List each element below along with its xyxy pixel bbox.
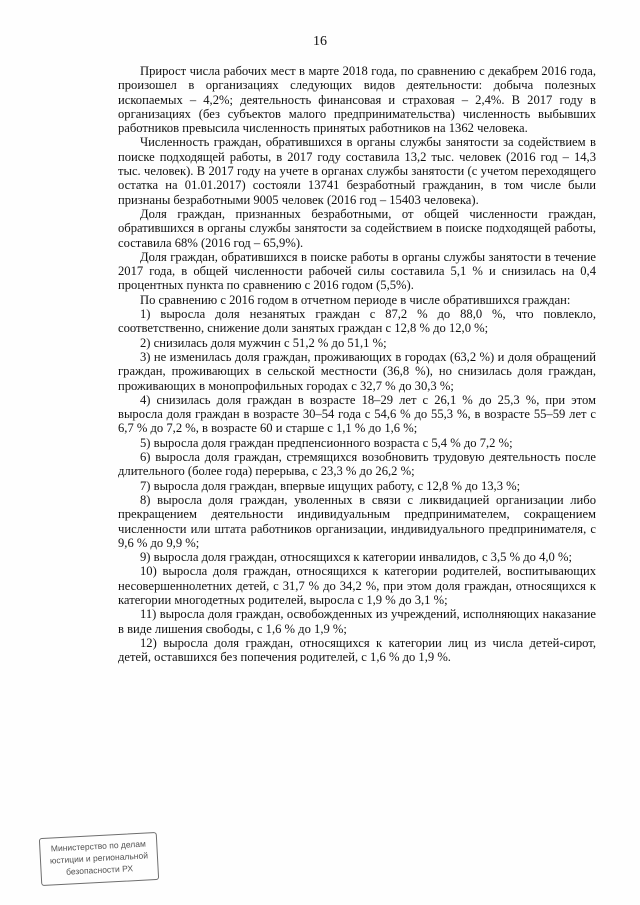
list-item: 5) выросла доля граждан предпенсионного возраста с 5,4 % до 7,2 %; xyxy=(140,435,513,450)
list-item: 11) выросла доля граждан, освобожденных из учреждений, исполняющих наказание в виде лишения свободы, с 1,6 % до 1,9 %; xyxy=(118,607,596,636)
stamp-line: юстиции и региональной xyxy=(49,850,149,866)
list-item: 4) снизилась доля граждан в возрасте 18–29 лет с 26,1 % до 25,3 %, при этом выросла доля граждан в возрасте 30–54 года с 54,6 % до 55,3 %, в возрасте 55–59 лет с 6,7 % до 7,2 %, в возрасте 60 и старше с 1,1 % до 1,6 %; xyxy=(118,392,596,436)
list-item: 6) выросла доля граждан, стремящихся возобновить трудовую деятельность после длительного (более года) перерыва, с 23,3 % до 26,2 %; xyxy=(118,450,596,479)
list-item: 10) выросла доля граждан, относящихся к категории родителей, воспитывающих несовершеннолетних детей, с 31,7 % до 34,2 %, при этом доля граждан, относящихся к категории многодетных родителей, выросла с 1,9 % до 3,1 %; xyxy=(118,564,596,607)
list-item: 9) выросла доля граждан, относящихся к категории инвалидов, с 3,5 % до 4,0 %; xyxy=(140,550,572,565)
document-body xyxy=(118,64,596,664)
paragraph-unemployed-share: Доля граждан, признанных безработными, от общей численности граждан, обратившихся в органы службы занятости за содействием в поиске подходящей работы, составила 68% (2016 год – 65,9%). xyxy=(118,206,596,250)
list-item: 12) выросла доля граждан, относящихся к категории лиц из числа детей-сирот, детей, оставшихся без попечения родителей, с 1,6 % до 1,9 %. xyxy=(118,635,596,665)
ministry-stamp xyxy=(39,832,159,886)
paragraph-comparison-intro: По сравнению с 2016 годом в отчетном периоде в числе обратившихся граждан: xyxy=(140,292,571,307)
paragraph-labor-force-share: Доля граждан, обратившихся в поиске работы в органы службы занятости в течение 2017 года, в общей численности рабочей силы составила 5,1 % и снизилась на 0,4 процентных пункта по сравнению с 2016 годом (5,5%). xyxy=(118,249,596,293)
list-item: 1) выросла доля незанятых граждан с 87,2 % до 88,0 %, что повлекло, соответственно, снижение доли занятых граждан с 12,8 % до 12,0 %; xyxy=(118,307,596,336)
list-item: 2) снизилась доля мужчин с 51,2 % до 51,1 %; xyxy=(140,335,387,350)
stamp-line: Министерство по делам xyxy=(50,838,147,854)
stamp-line: безопасности РХ xyxy=(65,863,134,877)
list-item: 3) не изменилась доля граждан, проживающих в городах (63,2 %) и доля обращений граждан, проживающих в сельской местности (36,8 %), но снизилась доля граждан, проживающих в монопрофильных городах с 32,7 % до 30,3 %; xyxy=(118,349,596,393)
paragraph-workplaces: Прирост числа рабочих мест в марте 2018 года, по сравнению с декабрем 2016 года, произошел в организациях следующих видов деятельности: добыча полезных ископаемых – 4,2%; деятельность финансовая и страховая – 2,4%. В 2017 году в организациях (без субъектов малого предпринимательства) численность выбывших работников превысила численность принятых работников на 1362 человека. xyxy=(118,64,596,136)
page-number: 16 xyxy=(313,34,327,49)
list-item: 8) выросла доля граждан, уволенных в связи с ликвидацией организации либо прекращением деятельности индивидуальным предпринимателем, сокращением численности или штата работников организации, индивидуального предпринимателя, с 9,6 % до 9,9 %; xyxy=(118,492,596,550)
paragraph-applicants-count: Численность граждан, обратившихся в органы службы занятости за содействием в поиске подходящей работы, в 2017 году составила 13,2 тыс. человек (2016 год – 14,3 тыс. человек). В 2017 году на учете в органах службы занятости (с учетом переходящего остатка на 01.01.2017) состояли 13741 безработный гражданин, в том числе были признаны безработными 9005 человек (2016 год – 15403 человека). xyxy=(118,135,596,207)
list-item: 7) выросла доля граждан, впервые ищущих работу, с 12,8 % до 13,3 %; xyxy=(140,478,521,493)
